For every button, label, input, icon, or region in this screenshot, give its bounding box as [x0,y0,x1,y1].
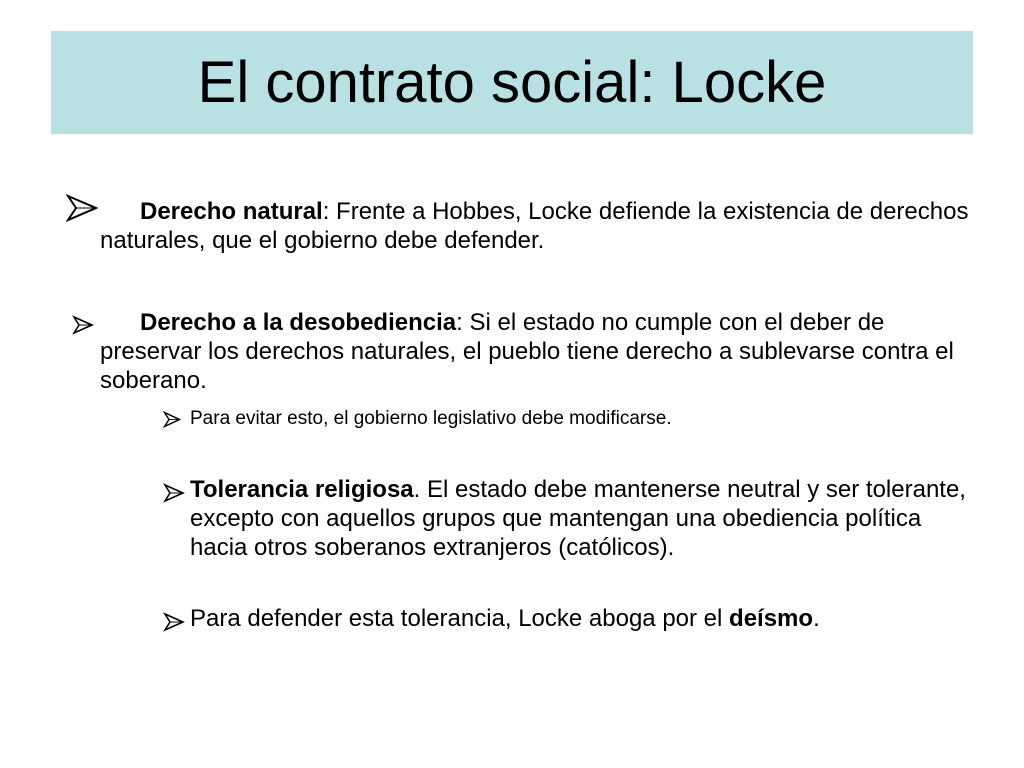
bullet-text: Para defender esta tolerancia, Locke aboga por el [190,605,730,632]
bullet-bold-term: Derecho a la desobediencia [140,309,457,336]
arrow-bullet-icon [72,315,94,335]
bullet-text: . [813,605,820,632]
bullet-derecho-natural [100,198,970,256]
arrow-bullet-icon [163,483,185,503]
bullet-text: : Si el estado no cumple con el deber de preservar los derechos naturales, el pueblo tiene derecho a sublevarse contra el soberano. [100,309,954,394]
bullet-bold-term: Tolerancia religiosa [190,476,414,503]
arrow-bullet-icon [66,193,98,223]
sub-bullet-para-evitar [190,408,970,431]
bullet-text: : Frente a Hobbes, Locke defiende la existencia de derechos naturales, que el gobierno debe defender. [100,198,969,254]
arrow-bullet-icon [163,612,185,632]
bullet-derecho-desobediencia [100,309,970,395]
bullet-bold-term: deísmo [729,605,814,632]
slide-title: El contrato social: Locke [197,49,827,115]
sub-bullet-para-defender [190,605,970,634]
title-band [51,31,973,134]
bullet-text: . El estado debe mantenerse neutral y ser tolerante, excepto con aquellos grupos que mantengan una obediencia política hacia otros soberanos extranjeros (católicos). [190,476,966,561]
bullet-text: Para evitar esto, el gobierno legislativo debe modificarse. [190,408,672,429]
bullet-bold-term: Derecho natural [140,198,323,225]
arrow-bullet-icon [163,411,181,428]
sub-bullet-tolerancia-religiosa [190,476,970,562]
